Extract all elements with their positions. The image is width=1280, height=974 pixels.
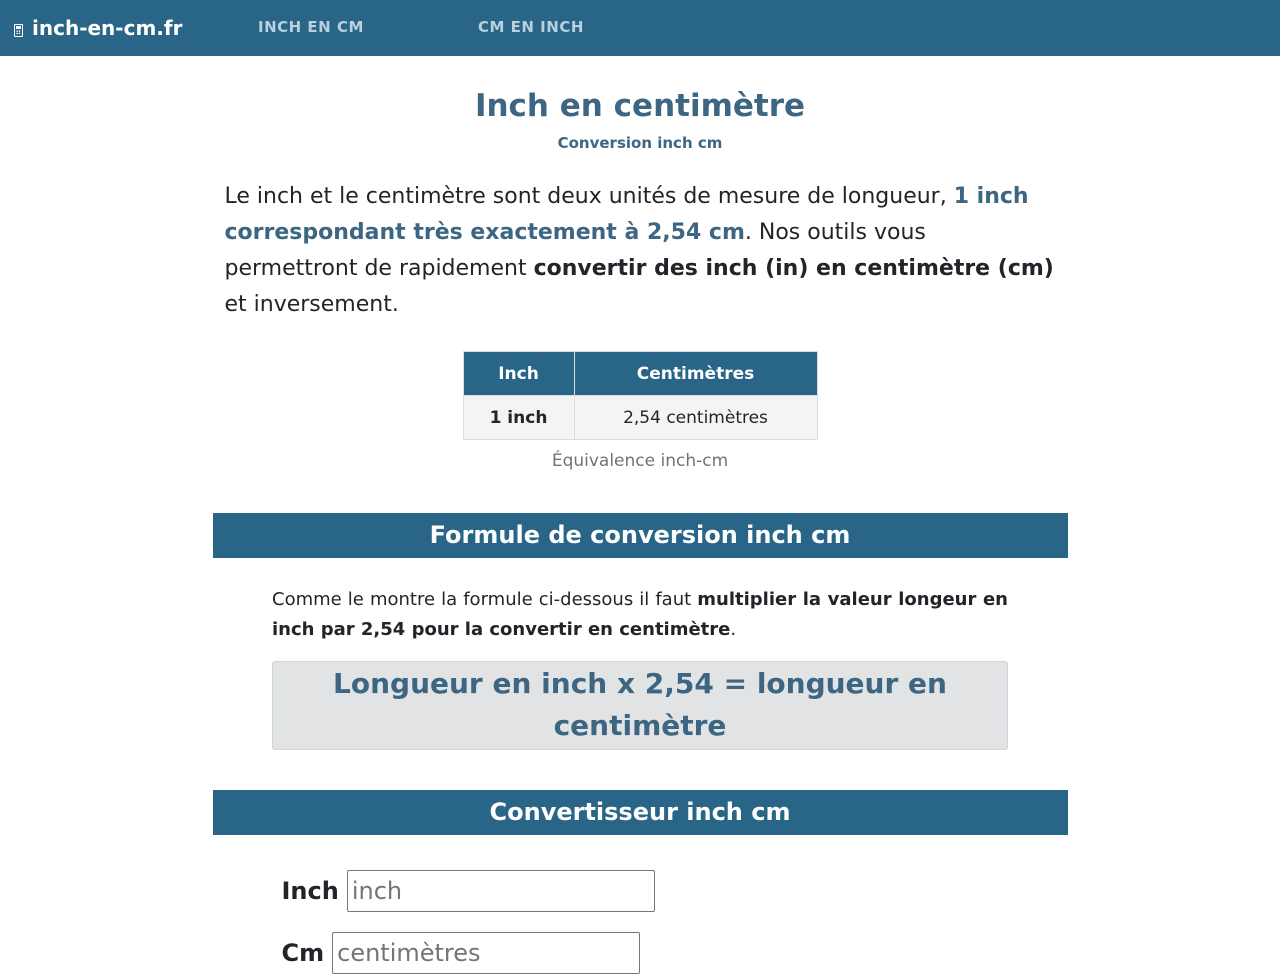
- cm-input-row: [282, 932, 1068, 974]
- table-caption: Équivalence inch-cm: [551, 451, 729, 471]
- formula-section-heading: Formule de conversion inch cm: [213, 513, 1068, 558]
- formula-box: Longueur en inch x 2,54 = longueur en centimètre: [272, 661, 1008, 750]
- top-navbar: [0, 0, 1280, 56]
- intro-bold: convertir des inch (in) en centimètre (cm): [533, 256, 1054, 281]
- table-cell-cm: 2,54 centimètres: [574, 396, 817, 440]
- converter-section-heading: Convertisseur inch cm: [213, 790, 1068, 835]
- page-subtitle: Conversion inch cm: [557, 134, 723, 152]
- main-content: [213, 87, 1068, 974]
- table-header-cm: Centimètres: [574, 352, 817, 396]
- intro-paragraph: [225, 179, 1065, 323]
- cm-label: Cm: [281, 939, 325, 967]
- inch-label: Inch: [281, 877, 339, 905]
- calculator-icon: [14, 24, 23, 37]
- table-cell-inch: 1 inch: [463, 396, 574, 440]
- cm-input[interactable]: [332, 932, 640, 974]
- equivalence-table: [463, 351, 818, 440]
- brand-link[interactable]: [14, 16, 182, 40]
- formula-text-2: .: [730, 619, 737, 640]
- formula-text-1: Comme le montre la formule ci-dessous il faut: [272, 589, 698, 610]
- table-row: [463, 396, 817, 440]
- nav-link-cm-en-inch[interactable]: CM EN INCH: [478, 18, 584, 36]
- inch-input-row: [282, 870, 1068, 912]
- formula-text-bold: multiplier la valeur longeur en inch par 2,54 pour la convertir en centimètre: [272, 589, 1008, 640]
- intro-text-3: et inversement.: [224, 292, 399, 317]
- page-title: Inch en centimètre: [474, 88, 806, 124]
- intro-text-2: . Nos outils vous permettront de rapidement: [224, 220, 926, 281]
- brand-name: inch-en-cm.fr: [32, 16, 183, 40]
- intro-highlight: 1 inch correspondant très exactement à 2,54 cm: [224, 184, 1029, 245]
- table-header-inch: Inch: [463, 352, 574, 396]
- nav-link-inch-en-cm[interactable]: INCH EN CM: [258, 18, 364, 36]
- intro-text-1: Le inch et le centimètre sont deux unités de mesure de longueur,: [224, 184, 954, 209]
- inch-input[interactable]: [347, 870, 655, 912]
- formula-description: [272, 585, 1008, 645]
- table-header-row: [463, 352, 817, 396]
